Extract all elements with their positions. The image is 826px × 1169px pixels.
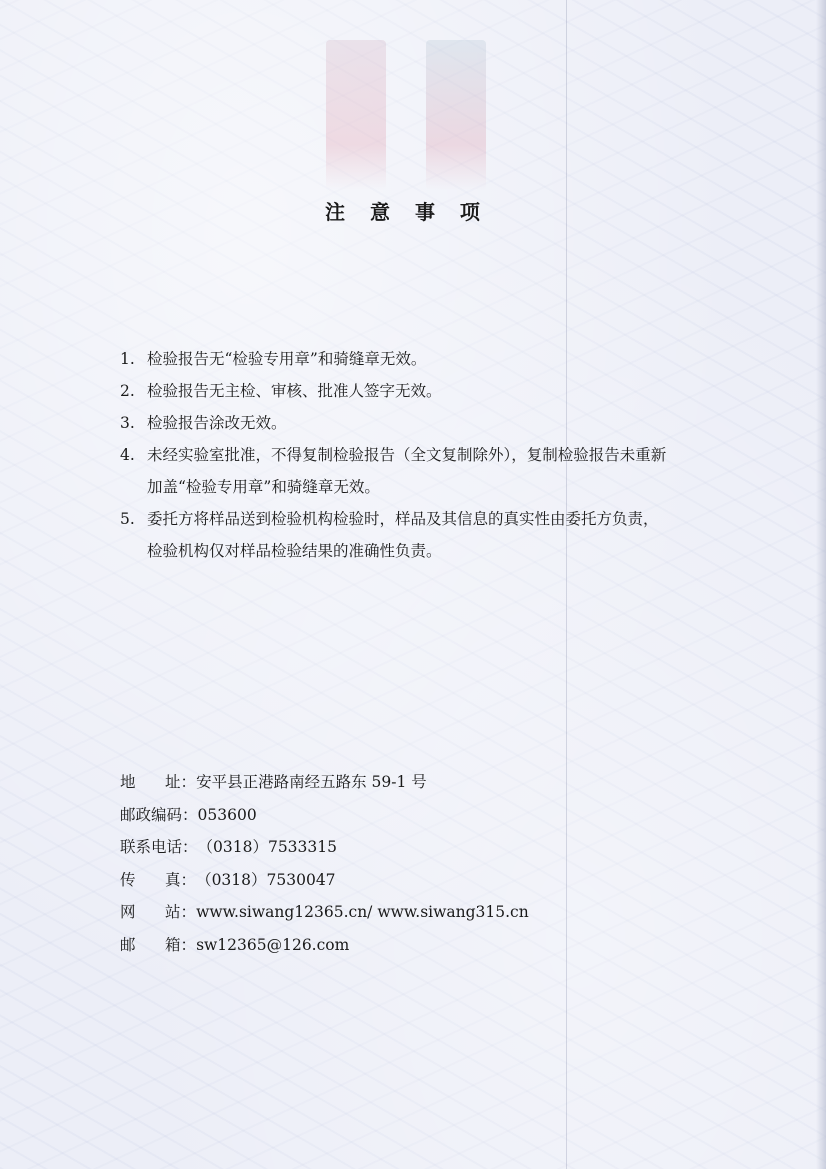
list-item-number: 5.	[120, 510, 135, 528]
list-item-line: 检验报告无主检、审核、批准人签字无效。	[147, 382, 442, 400]
seal-bleedthrough-right	[426, 40, 486, 190]
list-item-line: 未经实验室批准，不得复制检验报告（全文复制除外），复制检验报告未重新	[147, 446, 667, 464]
list-item-text	[147, 439, 720, 503]
list-item-line: 委托方将样品送到检验机构检验时，样品及其信息的真实性由委托方负责，	[147, 510, 659, 528]
list-item	[120, 375, 720, 407]
contact-value: （0318）7530047	[196, 870, 336, 889]
contact-value: （0318）7533315	[197, 838, 337, 856]
list-item-number: 1.	[120, 350, 135, 368]
list-item-line: 加盖“检验专用章”和骑缝章无效。	[147, 478, 380, 496]
list-item-number: 2.	[120, 382, 135, 400]
list-item-line: 检验报告无“检验专用章”和骑缝章无效。	[147, 350, 427, 368]
notes-list	[120, 343, 720, 567]
list-item	[120, 439, 720, 503]
list-item-number: 3.	[120, 414, 135, 432]
contact-value: 安平县正港路南经五路东 59-1 号	[196, 773, 427, 791]
contact-label: 地 址：	[120, 773, 197, 791]
contact-value: 053600	[197, 805, 257, 824]
list-item-line: 检验机构仅对样品检验结果的准确性负责。	[147, 542, 442, 560]
list-item-text	[147, 503, 720, 567]
contact-label: 邮政编码：	[120, 805, 198, 824]
contact-website	[120, 896, 720, 929]
contact-info	[120, 766, 720, 961]
list-item	[120, 343, 720, 375]
contact-label: 联系电话：	[120, 838, 198, 856]
list-item-line: 检验报告涂改无效。	[147, 414, 287, 432]
contact-address	[120, 766, 720, 799]
list-item-text	[147, 343, 720, 375]
list-item-text	[147, 375, 720, 407]
page-edge-shadow	[816, 0, 826, 1169]
page-title: 注 意 事 项	[325, 200, 489, 224]
list-item	[120, 503, 720, 567]
contact-postcode	[120, 799, 720, 832]
contact-label: 邮 箱：	[120, 935, 197, 954]
contact-email	[120, 929, 720, 962]
contact-label: 网 站：	[120, 903, 197, 921]
contact-value: sw12365@126.com	[196, 935, 350, 954]
contact-label: 传 真：	[120, 870, 197, 889]
list-item	[120, 407, 720, 439]
contact-value: www.siwang12365.cn/ www.siwang315.cn	[196, 903, 529, 921]
seal-bleedthrough-left	[326, 40, 386, 190]
list-item-number: 4.	[120, 446, 135, 464]
contact-phone	[120, 831, 720, 864]
fold-line	[566, 0, 567, 1169]
list-item-text	[147, 407, 720, 439]
contact-fax	[120, 864, 720, 897]
